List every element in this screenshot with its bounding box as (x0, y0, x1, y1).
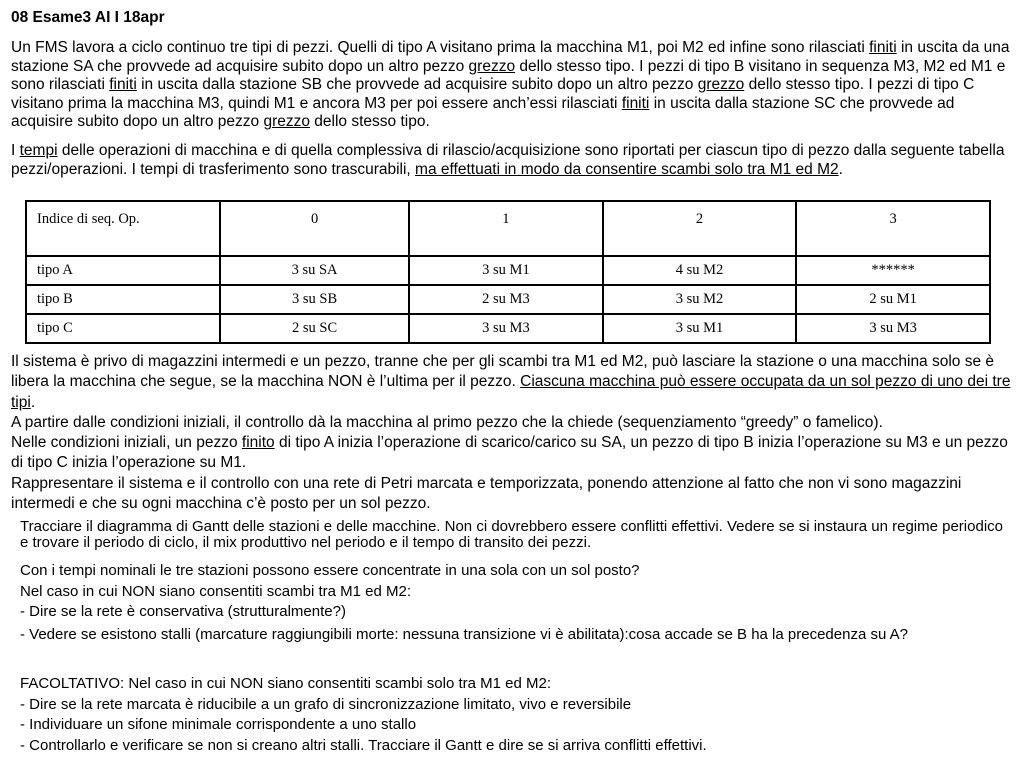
question-gantt: Tracciare il diagramma di Gantt delle stazioni e delle macchine. Non ci dovrebbero essere conflitti effettivi. Vedere se si instaura un regime periodico e trovare il periodo di ciclo, il mix produttivo nel periodo e il tempo di transito dei pezzi. (20, 518, 1003, 551)
table-cell: 3 su SB (220, 285, 409, 314)
table-header-cell: Indice di seq. Op. (26, 201, 220, 256)
table-cell: ****** (796, 256, 990, 285)
intro-text: Un FMS lavora a ciclo continuo tre tipi di pezzi. Quelli di tipo A visitano prima la macchina M1, poi M2 ed infine sono rilasciati (11, 39, 870, 56)
table-cell: 3 su M1 (409, 256, 603, 285)
table-cell: 4 su M2 (603, 256, 797, 285)
table-row (26, 285, 990, 314)
system-underline: Ciascuna macchina può essere occupata da un sol pezzo di uno dei tre tipi (11, 373, 1011, 411)
table-header-cell: 2 (603, 201, 797, 256)
operations-table (25, 200, 991, 344)
question-conservative: - Dire se la rete è conservativa (strutturalmente?) (20, 603, 346, 620)
intro-underline: grezzo (263, 113, 310, 131)
table-cell: 3 su M3 (796, 314, 990, 343)
system-paragraph (11, 352, 1015, 514)
intro-text: in uscita da una stazione SA che provvede ad acquisire subito dopo un altro pezzo (11, 39, 1010, 75)
optional-heading: FACOLTATIVO: Nel caso in cui NON siano consentiti scambi solo tra M1 ed M2: (20, 675, 552, 692)
table-header-cell: 1 (409, 201, 603, 256)
intro-text: in uscita dalla stazione SC che provvede ad acquisire subito dopo un altro pezzo (11, 94, 955, 131)
optional-item: - Individuare un sifone minimale corrispondente a uno stallo (20, 716, 417, 733)
question-no-swap: Nel caso in cui NON siano consentiti scambi tra M1 ed M2: (20, 583, 411, 600)
intro-underline: finiti (109, 76, 137, 94)
table-cell: tipo C (26, 314, 220, 343)
initial-conditions: Nelle condizioni iniziali, un pezzo (11, 434, 242, 452)
times-text: delle operazioni di macchina e di quella complessiva di rilascio/acquisizione sono riportati per ciascun tipo di pezzo dalla seguente tabella pezzi/operazioni. I tempi di trasferimento sono trascurabili, (11, 142, 1005, 178)
table-row (26, 256, 990, 285)
intro-paragraph (11, 39, 1015, 132)
intro-underline: finiti (869, 39, 897, 56)
greedy-rule: A partire dalle condizioni iniziali, il controllo dà la macchina al primo pezzo che la chiede (sequenziamento “greedy” o famelico). (11, 413, 883, 431)
times-underline: tempi (19, 142, 58, 159)
optional-item: - Dire se la rete marcata è riducibile a un grafo di sincronizzazione limitato, vivo e reversibile (20, 696, 632, 713)
initial-conditions: di tipo A inizia l’operazione di scarico/carico su SA, un pezzo di tipo B inizia l’operazione su M3 e un pezzo di tipo C inizia l’operazione su M1. (11, 434, 1008, 472)
intro-text: dello stesso tipo. I pezzi di tipo B visitano in sequenza M3, M2 ed M1 e sono rilasciati (11, 57, 1006, 94)
table-cell: tipo A (26, 256, 220, 285)
intro-text: in uscita dalla stazione SB che provvede ad acquisire subito dopo un altro pezzo (136, 76, 698, 94)
intro-underline: finiti (621, 94, 650, 112)
initial-underline: finito (241, 434, 275, 452)
table-header-cell: 3 (796, 201, 990, 256)
table-cell: 2 su M1 (796, 285, 990, 314)
table-cell: 2 su SC (220, 314, 409, 343)
system-text: Il sistema è privo di magazzini intermedi e un pezzo, tranne che per gli scambi tra M1 ed M2, può lasciare la stazione o una macchina solo se è libera la macchina che segue, se la macchina NON è l’ultima per il pezzo. (11, 353, 995, 391)
table-cell: 3 su SA (220, 256, 409, 285)
table-cell: 2 su M3 (409, 285, 603, 314)
table-header-cell: 0 (220, 201, 409, 256)
times-paragraph (11, 142, 1015, 179)
table-cell: 3 su M1 (603, 314, 797, 343)
table-header-row (26, 201, 990, 256)
table-cell: 3 su M3 (409, 314, 603, 343)
times-text: I (11, 142, 20, 159)
petri-task: Rappresentare il sistema e il controllo con una rete di Petri marcata e temporizzata, ponendo attenzione al fatto che non vi sono magazzini intermedi e che su ogni macchina c’è posto per un sol pezzo. (11, 474, 962, 513)
question-stalls: - Vedere se esistono stalli (marcature raggiungibili morte: nessuna transizione vi è abilitata):cosa accade se B ha la precedenza su A? (20, 626, 908, 643)
table-cell: 3 su M2 (603, 285, 797, 314)
intro-underline: grezzo (468, 57, 516, 75)
intro-text: dello stesso tipo. (310, 113, 430, 131)
intro-text: dello stesso tipo. I pezzi di tipo C visitano prima la macchina M3, quindi M1 e ancora M3 per poi essere anch’essi rilasciati (11, 76, 975, 112)
table-row (26, 314, 990, 343)
system-text: . (30, 393, 36, 411)
times-text: . (838, 160, 843, 178)
question-stations: Con i tempi nominali le tre stazioni possono essere concentrate in una sola con un sol posto? (20, 562, 640, 579)
optional-item: - Controllarlo e verificare se non si creano altri stalli. Tracciare il Gantt e dire se si arriva conflitti effettivi. (20, 737, 707, 754)
document-title: 08 Esame3 AI I 18apr (11, 9, 165, 26)
table-cell: tipo B (26, 285, 220, 314)
intro-underline: grezzo (697, 76, 745, 94)
times-underline: ma effettuati in modo da consentire scambi solo tra M1 ed M2 (415, 160, 839, 178)
